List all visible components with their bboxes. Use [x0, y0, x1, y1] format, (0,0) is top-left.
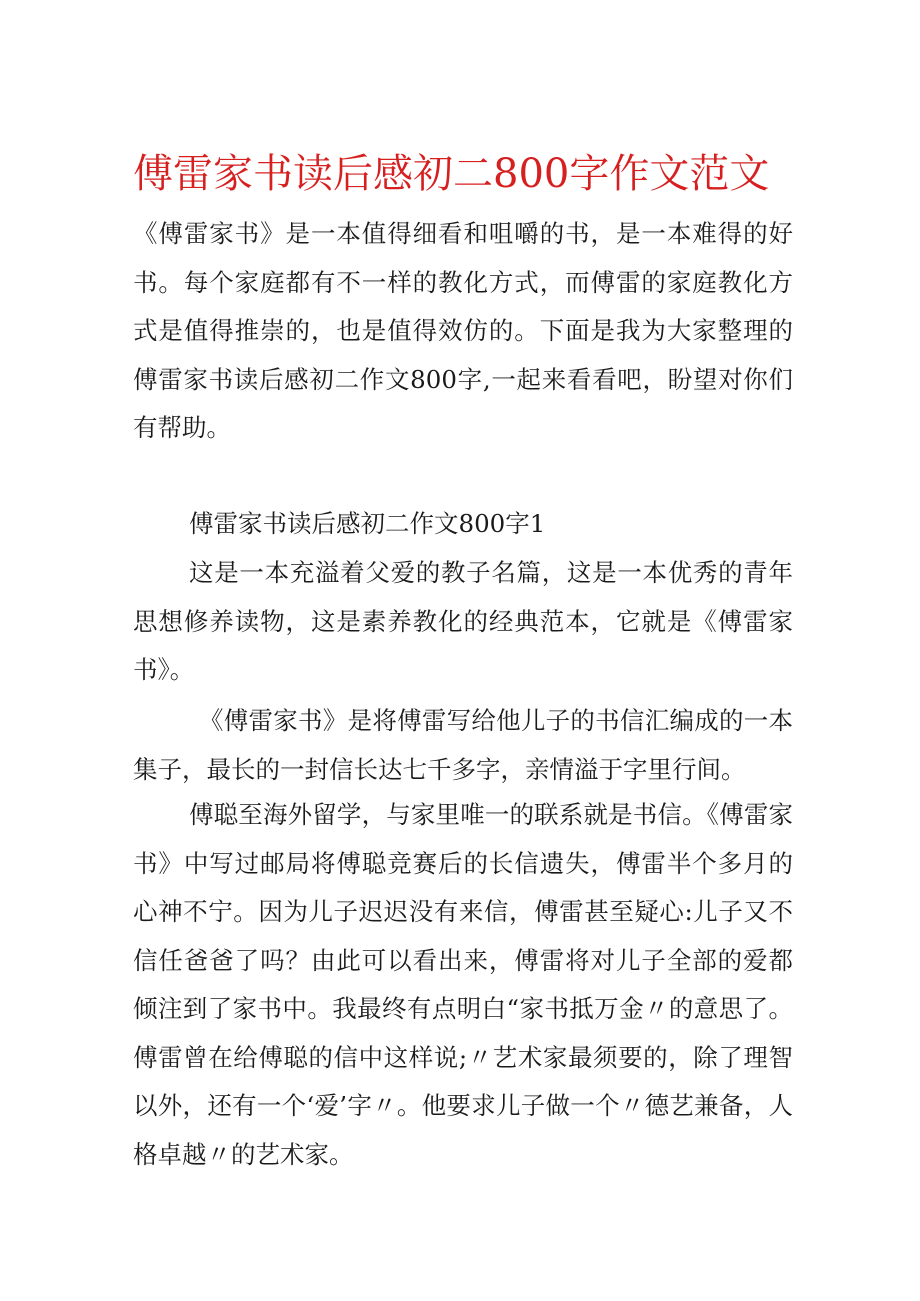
document-title: 傅雷家书读后感初二800字作文范文 — [133, 151, 770, 197]
intro-paragraph: 《傅雷家书》是一本值得细看和咀嚼的书，是一本难得的好书。每个家庭都有不一样的教化方式，而傅雷的家庭教化方式是值得推崇的，也是值得效仿的。下面是我为大家整理的傅雷家书读后感初二作文800字,一起来看看吧，盼望对你们有帮助。 — [133, 219, 793, 442]
section-heading: 傅雷家书读后感初二作文800字1 — [189, 509, 546, 538]
body-paragraph-3: 傅聪至海外留学，与家里唯一的联系就是书信。《傅雷家书》中写过邮局将傅聪竞赛后的长信遗失，傅雷半个多月的心神不宁。因为儿子迟迟没有来信，傅雷甚至疑心:儿子又不信任爸爸了吗？由此可以看出来，傅雷将对儿子全部的爱都倾注到了家书中。我最终有点明白“家书抵万金〃的意思了。傅雷曾在给傅聪的信中这样说;〃艺术家最须要的，除了理智以外，还有一个‘爱’字〃。他要求儿子做一个〃德艺兼备，人格卓越〃的艺术家。 — [133, 800, 793, 1169]
body-paragraph-2: 《傅雷家书》是将傅雷写给他儿子的书信汇编成的一本集子，最长的一封信长达七千多字，亲情溢于字里行间。 — [133, 706, 793, 784]
body-paragraph-1: 这是一本充溢着父爱的教子名篇，这是一本优秀的青年思想修养读物，这是素养教化的经典范本，它就是《傅雷家书》。 — [133, 558, 793, 684]
